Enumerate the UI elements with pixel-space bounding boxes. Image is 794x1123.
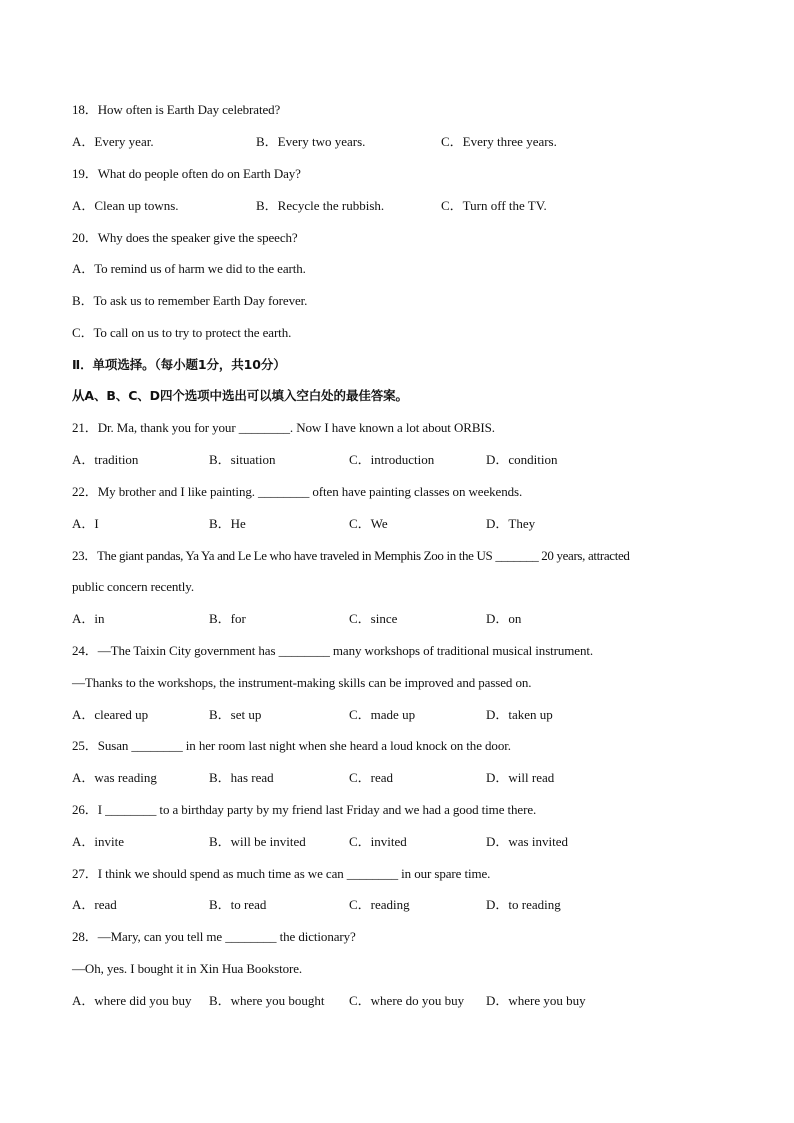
option-c[interactable]: C．where do you buy: [349, 993, 465, 1008]
question-18-options: [72, 134, 732, 150]
option-b[interactable]: B．to read: [209, 897, 267, 912]
question-20-option-c[interactable]: C．To call on us to try to protect the earth.: [72, 325, 292, 340]
option-c[interactable]: C．reading: [349, 897, 410, 912]
question-27-stem: 27．I think we should spend as much time as we can ________ in our spare time.: [72, 866, 491, 881]
option-a[interactable]: A．tradition: [72, 452, 139, 467]
option-c[interactable]: C．Every three years.: [441, 134, 557, 149]
option-c[interactable]: C．read: [349, 770, 394, 785]
question-20-option-b[interactable]: B．To ask us to remember Earth Day forever.: [72, 293, 308, 308]
option-a[interactable]: A．I: [72, 516, 99, 531]
option-c[interactable]: C．introduction: [349, 452, 435, 467]
section-title: Ⅱ．单项选择。（每小题1分，共10分）: [72, 357, 286, 372]
question-25-options: [72, 770, 732, 786]
option-d[interactable]: D．was invited: [486, 834, 568, 849]
option-b[interactable]: B．where you bought: [209, 993, 325, 1008]
question-20-stem: 20．Why does the speaker give the speech?: [72, 230, 298, 245]
option-a[interactable]: A．Every year.: [72, 134, 154, 149]
question-28-stem: 28．—Mary, can you tell me ________ the dictionary?: [72, 929, 356, 944]
question-21-options: [72, 452, 732, 468]
question-22-stem: 22．My brother and I like painting. ________ often have painting classes on weekends.: [72, 484, 523, 499]
question-23-options: [72, 611, 732, 627]
option-d[interactable]: D．taken up: [486, 707, 553, 722]
option-d[interactable]: D．where you buy: [486, 993, 586, 1008]
option-d[interactable]: D．to reading: [486, 897, 561, 912]
option-c[interactable]: C．invited: [349, 834, 407, 849]
question-26-options: [72, 834, 732, 850]
option-d[interactable]: D．on: [486, 611, 522, 626]
option-c[interactable]: C．since: [349, 611, 398, 626]
question-25-stem: 25．Susan ________ in her room last night when she heard a loud knock on the door.: [72, 738, 511, 753]
option-d[interactable]: D．condition: [486, 452, 558, 467]
question-22-options: [72, 516, 732, 532]
question-28-reply: —Oh, yes. I bought it in Xin Hua Bookstore.: [72, 961, 303, 976]
question-19-options: [72, 198, 732, 214]
option-b[interactable]: B．has read: [209, 770, 274, 785]
question-24-stem: 24．—The Taixin City government has ________ many workshops of traditional musical instrument.: [72, 643, 594, 658]
option-a[interactable]: A．cleared up: [72, 707, 149, 722]
option-b[interactable]: B．set up: [209, 707, 262, 722]
section-instruction: 从A、B、C、D四个选项中选出可以填入空白处的最佳答案。: [72, 388, 408, 403]
option-b[interactable]: B．Every two years.: [256, 134, 366, 149]
option-a[interactable]: A．Clean up towns.: [72, 198, 179, 213]
question-23-stem: 23．The giant pandas, Ya Ya and Le Le who have traveled in Memphis Zoo in the US _______ 20 years, attracted: [72, 548, 630, 563]
option-b[interactable]: B．will be invited: [209, 834, 306, 849]
question-19-stem: 19．What do people often do on Earth Day?: [72, 166, 301, 181]
option-a[interactable]: A．read: [72, 897, 117, 912]
option-a[interactable]: A．was reading: [72, 770, 157, 785]
option-a[interactable]: A．in: [72, 611, 105, 626]
option-b[interactable]: B．situation: [209, 452, 276, 467]
question-23-stem-continued: public concern recently.: [72, 579, 195, 594]
option-d[interactable]: D．will read: [486, 770, 555, 785]
question-27-options: [72, 897, 732, 913]
option-b[interactable]: B．for: [209, 611, 246, 626]
option-c[interactable]: C．Turn off the TV.: [441, 198, 547, 213]
option-c[interactable]: C．made up: [349, 707, 416, 722]
question-24-options: [72, 707, 732, 723]
option-b[interactable]: B．He: [209, 516, 246, 531]
option-b[interactable]: B．Recycle the rubbish.: [256, 198, 385, 213]
question-21-stem: 21．Dr. Ma, thank you for your ________. Now I have known a lot about ORBIS.: [72, 420, 495, 435]
question-26-stem: 26．I ________ to a birthday party by my friend last Friday and we had a good time there.: [72, 802, 537, 817]
question-28-options: [72, 993, 732, 1009]
question-24-reply: —Thanks to the workshops, the instrument-making skills can be improved and passed on.: [72, 675, 532, 690]
option-c[interactable]: C．We: [349, 516, 388, 531]
option-a[interactable]: A．where did you buy: [72, 993, 192, 1008]
question-18-stem: 18．How often is Earth Day celebrated?: [72, 102, 281, 117]
question-20-option-a[interactable]: A．To remind us of harm we did to the earth.: [72, 261, 306, 276]
option-a[interactable]: A．invite: [72, 834, 124, 849]
option-d[interactable]: D．They: [486, 516, 536, 531]
